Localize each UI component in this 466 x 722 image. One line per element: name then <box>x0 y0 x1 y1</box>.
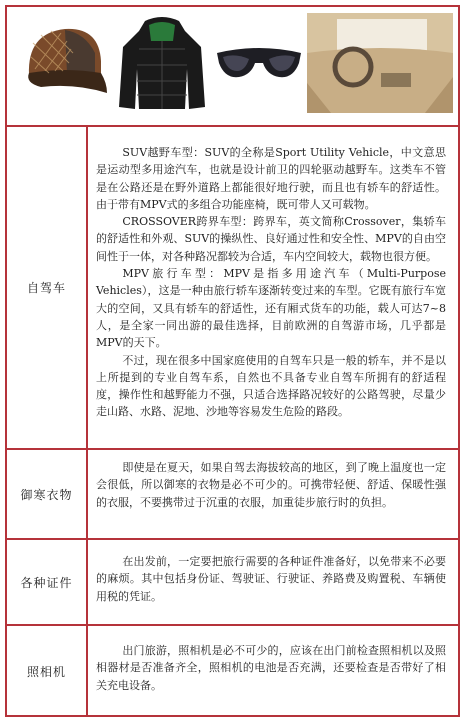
photo-strip <box>7 7 458 125</box>
paragraph: CROSSOVER跨界车型：跨界车，英文简称Crossover，集轿车的舒适性和外观、SUV的操纵性、良好通过性和安全性、MPV的自由空间性于一体，对各种路况都较为合适，车内空间较大，载物也很方便。 <box>96 215 446 263</box>
row-content <box>88 459 452 511</box>
row-content <box>88 144 452 421</box>
row-label: 御寒衣物 <box>20 487 73 502</box>
paragraph: 出门旅游，照相机是必不可少的，应该在出门前检查照相机以及照相器材是否准备齐全，照相机的电池是否充满，还要检查是否带好了相关充电设备。 <box>96 644 446 692</box>
row-label: 各种证件 <box>20 575 73 590</box>
row-content <box>88 642 452 694</box>
row-label: 自驾车 <box>26 281 66 295</box>
paragraph: 即使是在夏天，如果自驾去海拔较高的地区，到了晚上温度也一定会很低，所以御寒的衣物是必不可少的。可携带轻便、舒适、保暖性强的衣服，不要携带过于沉重的衣服，加重徒步旅行时的负担。 <box>96 461 446 509</box>
row-content <box>88 553 452 605</box>
paragraph: SUV越野车型：SUV的全称是Sport Utility Vehicle，中文意思是运动型多用途汽车，也就是设计前卫的四轮驱动越野车。这类车不管是在公路还是在野外道路上都能很好地行驶，而且也有轿车的舒适性。由于带有MPV式的多组合功能座椅，既可带人又可载物。 <box>96 146 446 211</box>
row-label: 照相机 <box>26 665 66 679</box>
paragraph: 在出发前，一定要把旅行需要的各种证件准备好，以免带来不必要的麻烦。其中包括身份证、驾驶证、行驶证、养路费及购置税、车辆使用税的凭证。 <box>96 555 446 603</box>
down-jacket-photo <box>115 13 209 113</box>
cap-photo <box>15 13 113 113</box>
paragraph: MPV旅行车型：MPV是指多用途汽车（Multi-Purpose Vehicles），这是一种由旅行轿车逐渐转变过来的车型。它既有旅行车宽大的空间，又具有轿车的舒适性，还有厢式货车的功能，载人可达7~8人，是全家一同出游的最佳选择，目前欧洲的自驾游市场，几乎都是MPV的天下。 <box>96 267 446 350</box>
paragraph: 不过，现在很多中国家庭使用的自驾车只是一般的轿车，并不是以上所提到的专业自驾车系，自然也不具备专业自驾车所拥有的舒适程度，操作性和越野能力不强，只适合选择路况较好的公路驾驶，尽量少走山路、水路、泥地、沙地等容易发生危险的路段。 <box>96 353 446 419</box>
car-interior-photo <box>307 13 453 113</box>
table-frame <box>5 5 460 717</box>
sunglasses-photo <box>213 13 305 113</box>
